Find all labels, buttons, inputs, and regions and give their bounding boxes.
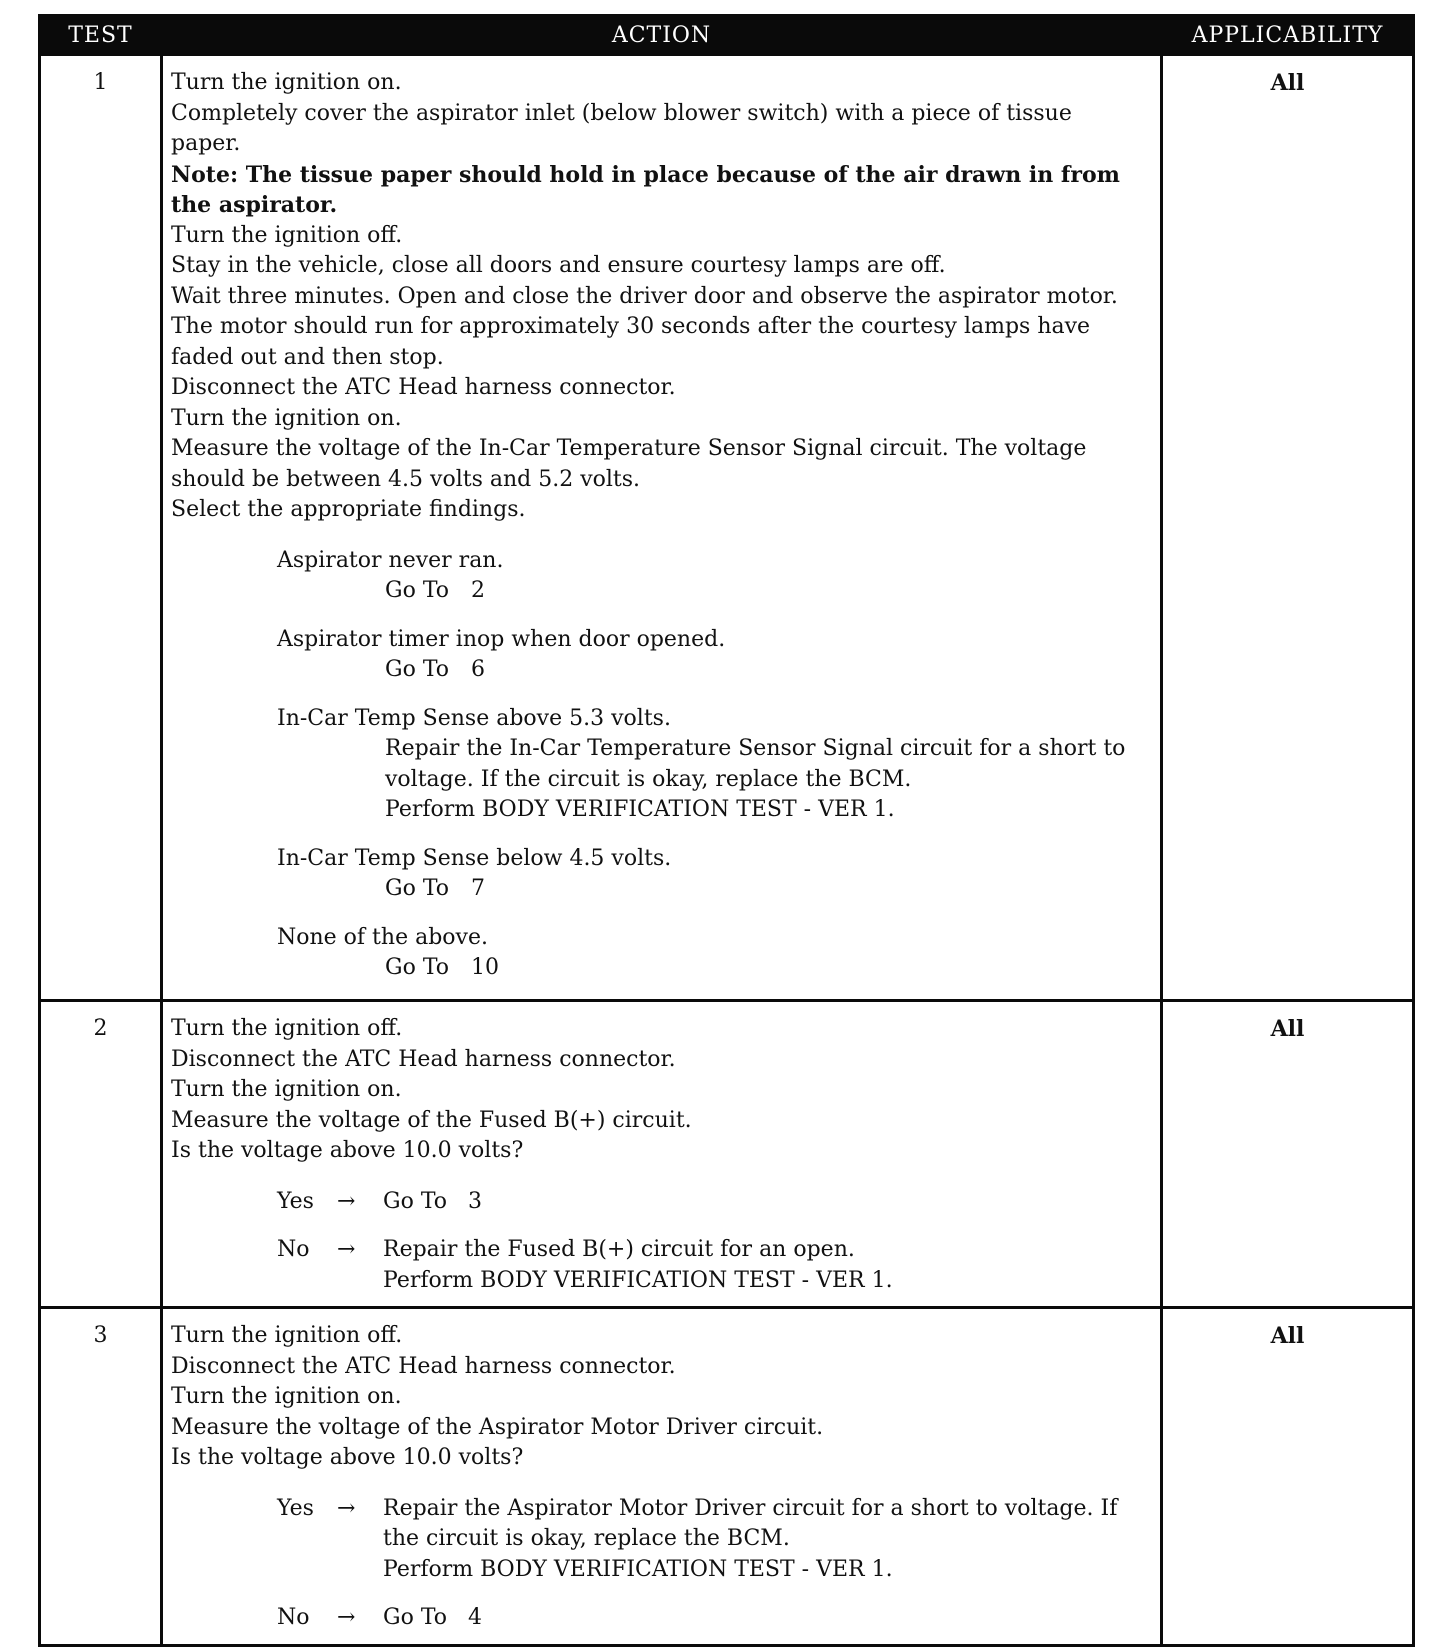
no-label: No (277, 1237, 310, 1262)
header-applicability: APPLICABILITY (1162, 16, 1414, 55)
test-number: 2 (40, 1001, 162, 1308)
finding-option (171, 625, 1152, 686)
finding-label: In-Car Temp Sense below 4.5 volts. (277, 845, 672, 871)
finding-result: voltage. If the circuit is okay, replace the BCM. (385, 766, 912, 792)
step: Turn the ignition off. (171, 1323, 403, 1348)
note: the aspirator. (171, 192, 338, 218)
step: Turn the ignition off. (171, 222, 403, 248)
finding-goto: Go To 6 (385, 657, 486, 682)
action-cell (162, 1308, 1162, 1646)
step: Select the appropriate findings. (171, 497, 526, 522)
arrow-icon: → (337, 1605, 356, 1630)
step: Disconnect the ATC Head harness connector. (171, 1353, 676, 1379)
yes-label: Yes (277, 1188, 314, 1214)
step: should be between 4.5 volts and 5.2 volts. (171, 466, 641, 492)
step: faded out and then stop. (171, 344, 444, 370)
applicability-cell: All (1162, 1308, 1414, 1646)
step: Measure the voltage of the Aspirator Motor Driver circuit. (171, 1414, 824, 1440)
action-cell (162, 55, 1162, 1001)
diagnostic-test-table (38, 14, 1415, 1647)
header-action: ACTION (162, 16, 1162, 55)
step: Measure the voltage of the In-Car Temperature Sensor Signal circuit. The voltage (171, 436, 1087, 461)
action-cell (162, 1001, 1162, 1308)
no-branch (171, 1603, 1152, 1634)
no-label: No (277, 1605, 310, 1630)
step: Measure the voltage of the Fused B(+) circuit. (171, 1107, 692, 1133)
yes-branch (171, 1494, 1152, 1586)
header-test: TEST (40, 16, 162, 55)
finding-goto: Go To 10 (385, 955, 500, 980)
findings-list (171, 546, 1152, 984)
step: Turn the ignition on. (171, 1077, 402, 1102)
decision-list (171, 1494, 1152, 1634)
finding-result: Repair the In-Car Temperature Sensor Signal circuit for a short to (385, 736, 1126, 761)
applicability-cell: All (1162, 55, 1414, 1001)
step: Disconnect the ATC Head harness connector. (171, 1046, 676, 1072)
table-header-row (40, 16, 1414, 55)
applicability-cell: All (1162, 1001, 1414, 1308)
branch-result: Perform BODY VERIFICATION TEST - VER 1. (383, 1267, 893, 1293)
arrow-icon: → (337, 1188, 356, 1214)
step: The motor should run for approximately 30 seconds after the courtesy lamps have (171, 314, 1091, 339)
branch-result: the circuit is okay, replace the BCM. (383, 1526, 790, 1551)
diagnostic-table-page (38, 14, 1412, 1647)
branch-result: Repair the Aspirator Motor Driver circuit for a short to voltage. If (383, 1495, 1118, 1521)
finding-option (171, 704, 1152, 826)
finding-label: In-Car Temp Sense above 5.3 volts. (277, 705, 671, 731)
test-number: 3 (40, 1308, 162, 1646)
finding-option (171, 923, 1152, 984)
branch-result: Perform BODY VERIFICATION TEST - VER 1. (383, 1556, 893, 1582)
step: Is the voltage above 10.0 volts? (171, 1138, 524, 1163)
finding-label: Aspirator timer inop when door opened. (277, 626, 726, 652)
finding-goto: Go To 2 (385, 578, 486, 603)
step: Turn the ignition off. (171, 1016, 403, 1041)
arrow-icon: → (337, 1495, 356, 1521)
branch-result: Go To 3 (383, 1188, 482, 1214)
step: Completely cover the aspirator inlet (below blower switch) with a piece of tissue (171, 100, 1072, 126)
finding-option (171, 546, 1152, 607)
branch-result: Repair the Fused B(+) circuit for an open. (383, 1237, 855, 1262)
step: Turn the ignition on. (171, 1384, 402, 1409)
step: Stay in the vehicle, close all doors and ensure courtesy lamps are off. (171, 253, 946, 278)
branch-result: Go To 4 (383, 1605, 482, 1630)
step: Turn the ignition on. (171, 405, 402, 431)
table-row (40, 1308, 1414, 1646)
yes-label: Yes (277, 1495, 314, 1521)
step: Is the voltage above 10.0 volts? (171, 1445, 524, 1470)
table-row (40, 1001, 1414, 1308)
arrow-icon: → (337, 1237, 356, 1262)
step: paper. (171, 131, 241, 156)
step: Disconnect the ATC Head harness connector. (171, 375, 676, 400)
decision-list (171, 1187, 1152, 1297)
finding-label: None of the above. (277, 924, 488, 950)
finding-option (171, 844, 1152, 905)
finding-label: Aspirator never ran. (277, 547, 504, 573)
no-branch (171, 1235, 1152, 1296)
step: Wait three minutes. Open and close the driver door and observe the aspirator motor. (171, 283, 1118, 309)
finding-result: Perform BODY VERIFICATION TEST - VER 1. (385, 797, 895, 822)
table-row (40, 55, 1414, 1001)
note: Note: The tissue paper should hold in place because of the air drawn in from (171, 161, 1120, 188)
finding-goto: Go To 7 (385, 876, 486, 901)
yes-branch (171, 1187, 1152, 1218)
step: Turn the ignition on. (171, 70, 402, 95)
test-number: 1 (40, 55, 162, 1001)
